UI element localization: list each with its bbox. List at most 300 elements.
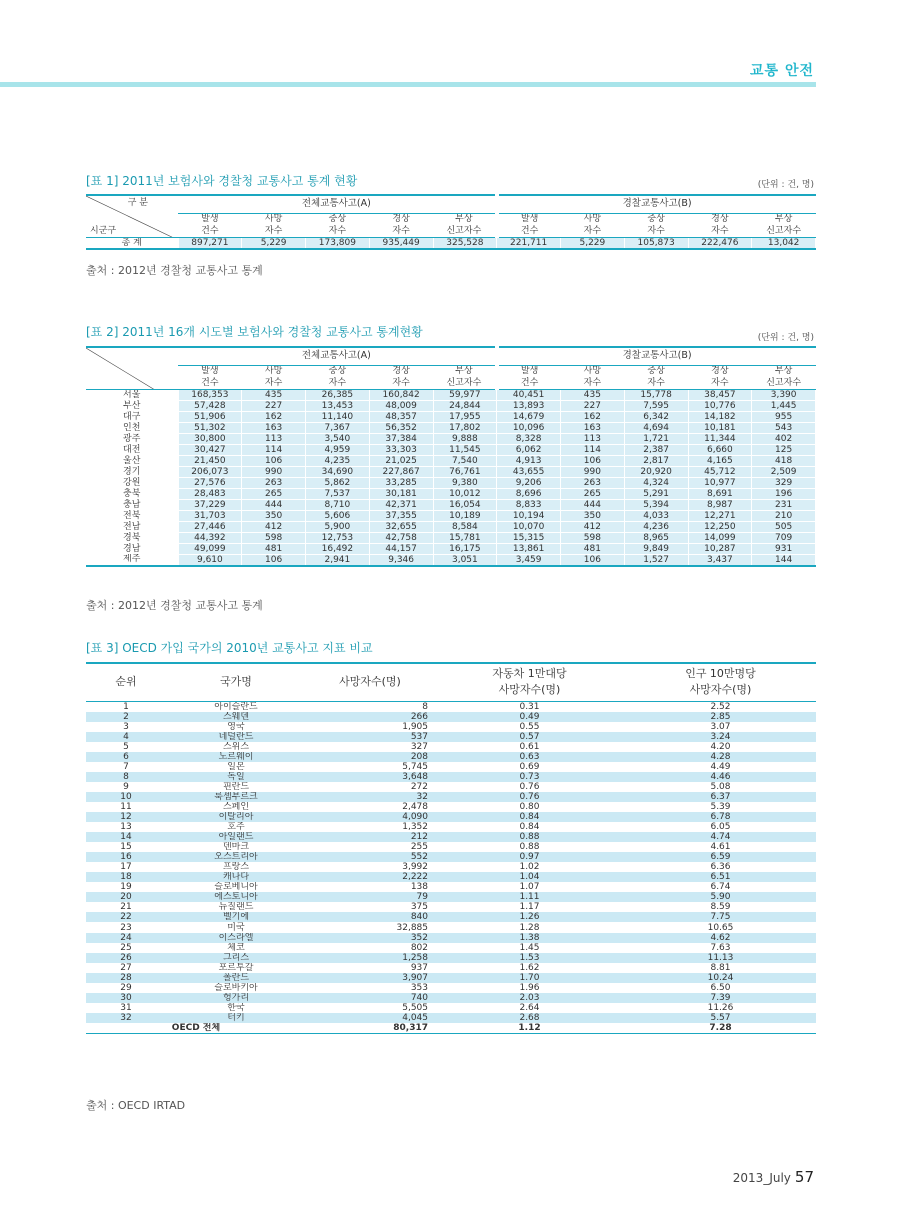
- table-cell: 598: [561, 532, 625, 543]
- column-header-line2: 건수: [178, 225, 242, 237]
- table-cell: 11,140: [306, 411, 370, 422]
- country-cell: 체코: [227, 942, 245, 953]
- table-cell: 13,453: [306, 400, 370, 411]
- table-row: [86, 933, 816, 943]
- column-header-line1: 경상: [392, 214, 410, 225]
- table1: [86, 194, 816, 250]
- table-cell: 163: [242, 422, 306, 433]
- table-cell: 32,655: [369, 521, 433, 532]
- table-row: [86, 752, 816, 762]
- column-header-line2: 자수: [242, 377, 306, 389]
- country-cell: 아이슬란드: [214, 701, 258, 712]
- per-vehicle-cell: 1.53: [434, 953, 625, 963]
- header-bar: [0, 82, 816, 87]
- column-header-line1: 사망: [264, 366, 283, 377]
- country-cell: 네덜란드: [166, 732, 306, 742]
- table-row: [86, 1003, 816, 1013]
- table-row: [86, 400, 816, 411]
- table-cell: 37,355: [369, 510, 433, 521]
- rank-cell: 4: [86, 732, 166, 742]
- table3-header-per-pop: [625, 663, 816, 701]
- table-row: [86, 782, 816, 792]
- table-cell: 7,595: [624, 400, 688, 411]
- table-cell: 222,476: [688, 237, 752, 249]
- table-cell: 5,862: [306, 477, 370, 488]
- table-cell: 10,096: [497, 422, 561, 433]
- column-header-line2: 자수: [561, 225, 625, 237]
- table-cell: 17,955: [433, 411, 497, 422]
- table-cell: 931: [752, 543, 816, 554]
- table-cell: 7,367: [306, 422, 370, 433]
- table-cell: 227: [242, 400, 306, 411]
- table-cell: 543: [752, 422, 816, 433]
- table-row: [86, 466, 816, 477]
- table-cell: 16,492: [306, 543, 370, 554]
- column-header-line1: 부상: [774, 366, 793, 377]
- per-pop-cell: 5.57: [625, 1013, 816, 1023]
- table-row: [86, 822, 816, 832]
- country-cell: 에스토니아: [166, 892, 306, 902]
- per-pop-cell: 4.62: [625, 933, 816, 943]
- column-header-line1: 경상: [711, 214, 729, 225]
- table-cell: 231: [752, 499, 816, 510]
- per-vehicle-cell: 0.73: [434, 772, 625, 782]
- table-cell: 598: [242, 532, 306, 543]
- table-cell: 9,380: [433, 477, 497, 488]
- table-cell: 412: [561, 521, 625, 532]
- row-label: 전북: [123, 510, 141, 521]
- table2-group-a: 전체교통사고(A): [178, 347, 497, 365]
- table-cell: 2,509: [752, 466, 816, 477]
- table-row: [86, 433, 816, 444]
- per-pop-cell: 5.39: [710, 801, 731, 812]
- column-header-line2: 자수: [624, 377, 688, 389]
- per-pop-cell: 10.24: [625, 973, 816, 983]
- table-cell: 1,445: [752, 400, 816, 411]
- table-cell: 20,920: [624, 466, 688, 477]
- table-cell: 10,189: [433, 510, 497, 521]
- table-cell: 13,042: [752, 237, 816, 249]
- per-vehicle-cell: 0.88: [434, 832, 625, 842]
- table-cell: 31,703: [178, 510, 242, 521]
- table-cell: 8,696: [497, 488, 561, 499]
- table-row: [86, 422, 816, 433]
- table-row: [86, 862, 816, 872]
- country-cell: 오스트리아: [166, 852, 306, 862]
- table1-group-b: 경찰교통사고(B): [497, 195, 816, 213]
- per-vehicle-cell: 1.45: [519, 942, 540, 953]
- deaths-cell: 353: [410, 982, 428, 993]
- table-row: [86, 943, 816, 953]
- table2-corner-header: [86, 347, 178, 389]
- column-header-line2: 건수: [497, 225, 561, 237]
- per-pop-cell: 6.50: [710, 982, 731, 993]
- per-vehicle-cell: 1.04: [434, 872, 625, 882]
- table-cell: 114: [242, 444, 306, 455]
- per-pop-cell: 4.49: [710, 761, 731, 772]
- country-cell: 폴란드: [166, 973, 306, 983]
- table-cell: 30,427: [178, 444, 242, 455]
- table-cell: 897,271: [178, 237, 242, 249]
- column-header-line2: 자수: [688, 225, 752, 237]
- table-row: [86, 722, 816, 732]
- table-cell: 12,753: [306, 532, 370, 543]
- table-cell: 51,906: [178, 411, 242, 422]
- country-cell: 스웨덴: [166, 712, 306, 722]
- rank-cell: 3: [123, 721, 129, 732]
- table-cell: 1,721: [624, 433, 688, 444]
- table-cell: 7,537: [306, 488, 370, 499]
- table-cell: 162: [561, 411, 625, 422]
- column-header-line2: 건수: [178, 377, 242, 389]
- country-cell: 스위스: [222, 741, 250, 752]
- table-cell: 76,761: [433, 466, 497, 477]
- country-cell: 뉴질랜드: [218, 902, 254, 913]
- column-header-line1: 중상: [647, 214, 665, 225]
- per-pop-cell: 6.51: [625, 872, 816, 882]
- row-label: 경기: [123, 466, 141, 477]
- table-cell: 481: [242, 543, 306, 554]
- table-cell: 26,385: [306, 389, 370, 400]
- table-cell: 8,987: [688, 499, 752, 510]
- table-cell: 263: [561, 477, 625, 488]
- column-header-line1: 부상: [455, 214, 473, 225]
- table-row: [86, 510, 816, 521]
- table-row: [86, 543, 816, 554]
- table-row: [86, 411, 816, 422]
- per-vehicle-cell: 0.63: [434, 752, 625, 762]
- column-header-line2: 신고자수: [433, 225, 497, 237]
- table-cell: 106: [242, 554, 306, 566]
- table-cell: 15,315: [497, 532, 561, 543]
- rank-cell: 29: [120, 982, 132, 993]
- table-cell: 435: [242, 389, 306, 400]
- column-header-line1: 중상: [328, 366, 347, 377]
- deaths-cell: 32,885: [396, 922, 428, 933]
- per-pop-cell: 4.74: [625, 832, 816, 842]
- country-cell: 덴마크: [222, 842, 250, 853]
- table-cell: 42,758: [369, 532, 433, 543]
- table-cell: 5,606: [306, 510, 370, 521]
- table-row: [86, 922, 816, 932]
- table-cell: 27,576: [178, 477, 242, 488]
- column-header-line1: 발생: [201, 366, 219, 377]
- per-vehicle-cell: 0.55: [519, 721, 540, 732]
- table-cell: 8,584: [433, 521, 497, 532]
- table-cell: 5,900: [306, 521, 370, 532]
- rank-cell: 1: [123, 701, 129, 712]
- table-cell: 106: [561, 455, 625, 466]
- table1-unit: (단위 : 건, 명): [757, 180, 814, 190]
- table-row: [86, 792, 816, 802]
- per-pop-cell: 7.39: [625, 993, 816, 1003]
- table-cell: 59,977: [433, 389, 497, 400]
- deaths-cell: 138: [410, 882, 428, 893]
- country-cell: 노르웨이: [166, 752, 306, 762]
- table-cell: 24,844: [433, 400, 497, 411]
- table-cell: 11,344: [688, 433, 752, 444]
- issue-label: 2013_July: [732, 1171, 791, 1185]
- per-vehicle-cell: 1.28: [519, 922, 540, 933]
- deaths-cell: 8: [422, 701, 428, 712]
- per-vehicle-cell: 0.88: [519, 842, 540, 853]
- rank-cell: 9: [123, 781, 129, 792]
- table-row: [86, 983, 816, 993]
- table-row: [86, 892, 816, 902]
- table-cell: 144: [752, 554, 816, 566]
- per-vehicle-cell: 2.68: [434, 1013, 625, 1023]
- deaths-cell: 208: [306, 752, 434, 762]
- row-label: 총 계: [121, 237, 142, 248]
- deaths-cell: 352: [306, 933, 434, 943]
- table-cell: 56,352: [369, 422, 433, 433]
- column-header-line1: 중상: [328, 214, 347, 225]
- country-cell: 룩셈부르크: [166, 792, 306, 802]
- table-row: [86, 499, 816, 510]
- per-vehicle-cell: 0.97: [434, 852, 625, 862]
- rank-cell: 6: [86, 752, 166, 762]
- table1-corner-top: 구 분: [127, 198, 148, 208]
- table-cell: 163: [561, 422, 625, 433]
- table-cell: 13,893: [497, 400, 561, 411]
- table-cell: 6,062: [497, 444, 561, 455]
- table-cell: 173,809: [306, 237, 370, 249]
- table-cell: 6,660: [688, 444, 752, 455]
- table-row: [86, 812, 816, 822]
- table-cell: 5,394: [624, 499, 688, 510]
- table-cell: 48,009: [369, 400, 433, 411]
- per-pop-cell: 4.46: [625, 772, 816, 782]
- table-cell: 709: [752, 532, 816, 543]
- table-cell: 265: [561, 488, 625, 499]
- table-row: [86, 389, 816, 400]
- table-cell: 160,842: [369, 389, 433, 400]
- table1-corner-bottom: 시군구: [90, 225, 117, 236]
- table-cell: 113: [561, 433, 625, 444]
- table-cell: 168,353: [178, 389, 242, 400]
- per-vehicle-cell: 1.26: [434, 912, 625, 922]
- row-label: 대전: [123, 444, 141, 455]
- table-row: [86, 902, 816, 912]
- table-cell: 28,483: [178, 488, 242, 499]
- row-label: 서울: [123, 389, 141, 400]
- column-header-line1: 부상: [455, 366, 473, 377]
- table-cell: 4,236: [624, 521, 688, 532]
- column-header-line1: 사망: [583, 366, 602, 377]
- table-cell: 17,802: [433, 422, 497, 433]
- table-cell: 12,250: [688, 521, 752, 532]
- country-cell: 그리스: [166, 953, 306, 963]
- per-pop-cell: 4.28: [625, 752, 816, 762]
- table-cell: 418: [752, 455, 816, 466]
- per-vehicle-cell: 0.76: [519, 781, 540, 792]
- table-cell: 38,457: [688, 389, 752, 400]
- rank-cell: 11: [120, 801, 132, 812]
- table2-unit: (단위 : 건, 명): [757, 333, 814, 343]
- country-cell: 슬로바키아: [214, 982, 258, 993]
- table1-group-a: 전체교통사고(A): [178, 195, 497, 213]
- table3-header-country: 국가명: [166, 663, 306, 701]
- table3-header-per-pop-line1: 인구 10만명당: [685, 667, 756, 681]
- table-cell: 3,051: [433, 554, 497, 566]
- table-row: [86, 872, 816, 882]
- table-cell: 8,965: [624, 532, 688, 543]
- table-cell: 402: [752, 433, 816, 444]
- per-pop-cell: 6.05: [710, 822, 731, 833]
- per-pop-cell: 2.85: [625, 712, 816, 722]
- table-row: [86, 712, 816, 722]
- rank-cell: 32: [86, 1013, 166, 1023]
- per-vehicle-cell: 1.17: [519, 902, 540, 913]
- table-cell: 5,229: [242, 237, 306, 249]
- table-row: [86, 993, 816, 1003]
- table-cell: 44,157: [369, 543, 433, 554]
- table-row: [86, 742, 816, 752]
- table-cell: 21,450: [178, 455, 242, 466]
- table-cell: 34,690: [306, 466, 370, 477]
- deaths-cell: 1,352: [402, 822, 428, 833]
- table-cell: 3,459: [497, 554, 561, 566]
- column-header-line1: 경상: [392, 366, 410, 377]
- table-cell: 227: [561, 400, 625, 411]
- per-vehicle-cell: 0.31: [519, 701, 540, 712]
- column-header-line2: 신고자수: [752, 225, 816, 237]
- table-cell: 40,451: [497, 389, 561, 400]
- per-pop-cell: 2.52: [710, 701, 731, 712]
- row-label: 광주: [123, 433, 141, 444]
- table-cell: 48,357: [369, 411, 433, 422]
- row-label: 경북: [123, 532, 141, 543]
- table-cell: 955: [752, 411, 816, 422]
- rank-cell: 14: [86, 832, 166, 842]
- table-cell: 4,165: [688, 455, 752, 466]
- rank-cell: 19: [120, 882, 132, 893]
- rank-cell: 20: [86, 892, 166, 902]
- table-cell: 263: [242, 477, 306, 488]
- table-cell: 481: [561, 543, 625, 554]
- table3-header-deaths: 사망자수(명): [306, 663, 434, 701]
- column-header-line1: 중상: [647, 366, 665, 377]
- rank-cell: 25: [120, 942, 132, 953]
- table-cell: 444: [242, 499, 306, 510]
- table-cell: 3,437: [688, 554, 752, 566]
- table-cell: 10,287: [688, 543, 752, 554]
- table-cell: 9,849: [624, 543, 688, 554]
- total-row: [86, 1023, 816, 1034]
- table-cell: 106: [561, 554, 625, 566]
- table-cell: 2,387: [624, 444, 688, 455]
- country-cell: 영국: [227, 721, 245, 732]
- table-cell: 30,181: [369, 488, 433, 499]
- deaths-cell: 937: [410, 962, 428, 973]
- deaths-cell: 5,745: [402, 761, 428, 772]
- column-header-line1: 발생: [497, 213, 561, 225]
- row-label: 인천: [123, 422, 141, 433]
- table1-source: 출처 : 2012년 경찰청 교통사고 통계: [86, 264, 263, 277]
- table-row: [86, 521, 816, 532]
- per-vehicle-cell: 2.03: [434, 993, 625, 1003]
- table-row: [86, 477, 816, 488]
- deaths-cell: 4,045: [306, 1013, 434, 1023]
- total-per-pop: 7.28: [709, 1022, 732, 1033]
- rank-cell: 2: [86, 712, 166, 722]
- deaths-cell: 255: [410, 842, 428, 853]
- table3-source: 출처 : OECD IRTAD: [86, 1099, 186, 1112]
- table-cell: 10,977: [688, 477, 752, 488]
- per-pop-cell: 11.26: [707, 1002, 734, 1013]
- table-cell: 4,324: [624, 477, 688, 488]
- per-vehicle-cell: 1.38: [434, 933, 625, 943]
- column-header-line2: 자수: [688, 377, 752, 389]
- table2-group-b: 경찰교통사고(B): [497, 347, 816, 365]
- deaths-cell: 4,090: [306, 812, 434, 822]
- table-cell: 990: [242, 466, 306, 477]
- deaths-cell: 2,478: [402, 801, 428, 812]
- column-header-line1: 발생: [497, 365, 561, 377]
- country-cell: 슬로베니아: [214, 882, 258, 893]
- rank-cell: 10: [86, 792, 166, 802]
- per-pop-cell: 7.63: [710, 942, 731, 953]
- page-number: 57: [794, 1168, 814, 1186]
- country-cell: 핀란드: [222, 781, 250, 792]
- table-cell: 13,861: [497, 543, 561, 554]
- table-row: [86, 953, 816, 963]
- per-pop-cell: 5.90: [625, 892, 816, 902]
- per-vehicle-cell: 0.61: [519, 741, 540, 752]
- table-cell: 14,099: [688, 532, 752, 543]
- deaths-cell: 79: [306, 892, 434, 902]
- table-cell: 350: [242, 510, 306, 521]
- per-vehicle-cell: 0.84: [434, 812, 625, 822]
- per-pop-cell: 5.08: [710, 781, 731, 792]
- table-row: [86, 532, 816, 543]
- column-header-line2: 자수: [369, 225, 433, 237]
- table-cell: 33,285: [369, 477, 433, 488]
- country-cell: 프랑스: [222, 862, 250, 873]
- row-label: 부산: [123, 400, 141, 411]
- table-cell: 16,175: [433, 543, 497, 554]
- column-header-line2: 신고자수: [433, 377, 497, 389]
- table-cell: 9,888: [433, 433, 497, 444]
- per-pop-cell: 7.75: [625, 912, 816, 922]
- deaths-cell: 840: [306, 912, 434, 922]
- table-cell: 206,073: [178, 466, 242, 477]
- total-per-vehicle: 1.12: [518, 1022, 541, 1033]
- deaths-cell: 802: [410, 942, 428, 953]
- table3-header-per-pop-line2: 사망자수(명): [689, 683, 752, 697]
- deaths-cell: 32: [306, 792, 434, 802]
- table-cell: 5,291: [624, 488, 688, 499]
- country-cell: 이탈리아: [166, 812, 306, 822]
- table3-header-per-vehicle: [434, 663, 625, 701]
- table-row: [86, 882, 816, 892]
- total-deaths: 80,317: [393, 1022, 428, 1033]
- table-cell: 45,712: [688, 466, 752, 477]
- column-header-line2: 자수: [369, 377, 433, 389]
- table-cell: 435: [561, 389, 625, 400]
- rank-cell: 22: [86, 912, 166, 922]
- rank-cell: 15: [120, 842, 132, 853]
- table-row: [86, 444, 816, 455]
- table1-corner-header: [86, 195, 178, 237]
- table-cell: 162: [242, 411, 306, 422]
- row-label: 대구: [123, 411, 141, 422]
- column-header-line2: 자수: [624, 225, 688, 237]
- rank-cell: 31: [120, 1002, 132, 1013]
- table-row: [86, 802, 816, 812]
- per-vehicle-cell: 1.11: [434, 892, 625, 902]
- table-cell: 4,694: [624, 422, 688, 433]
